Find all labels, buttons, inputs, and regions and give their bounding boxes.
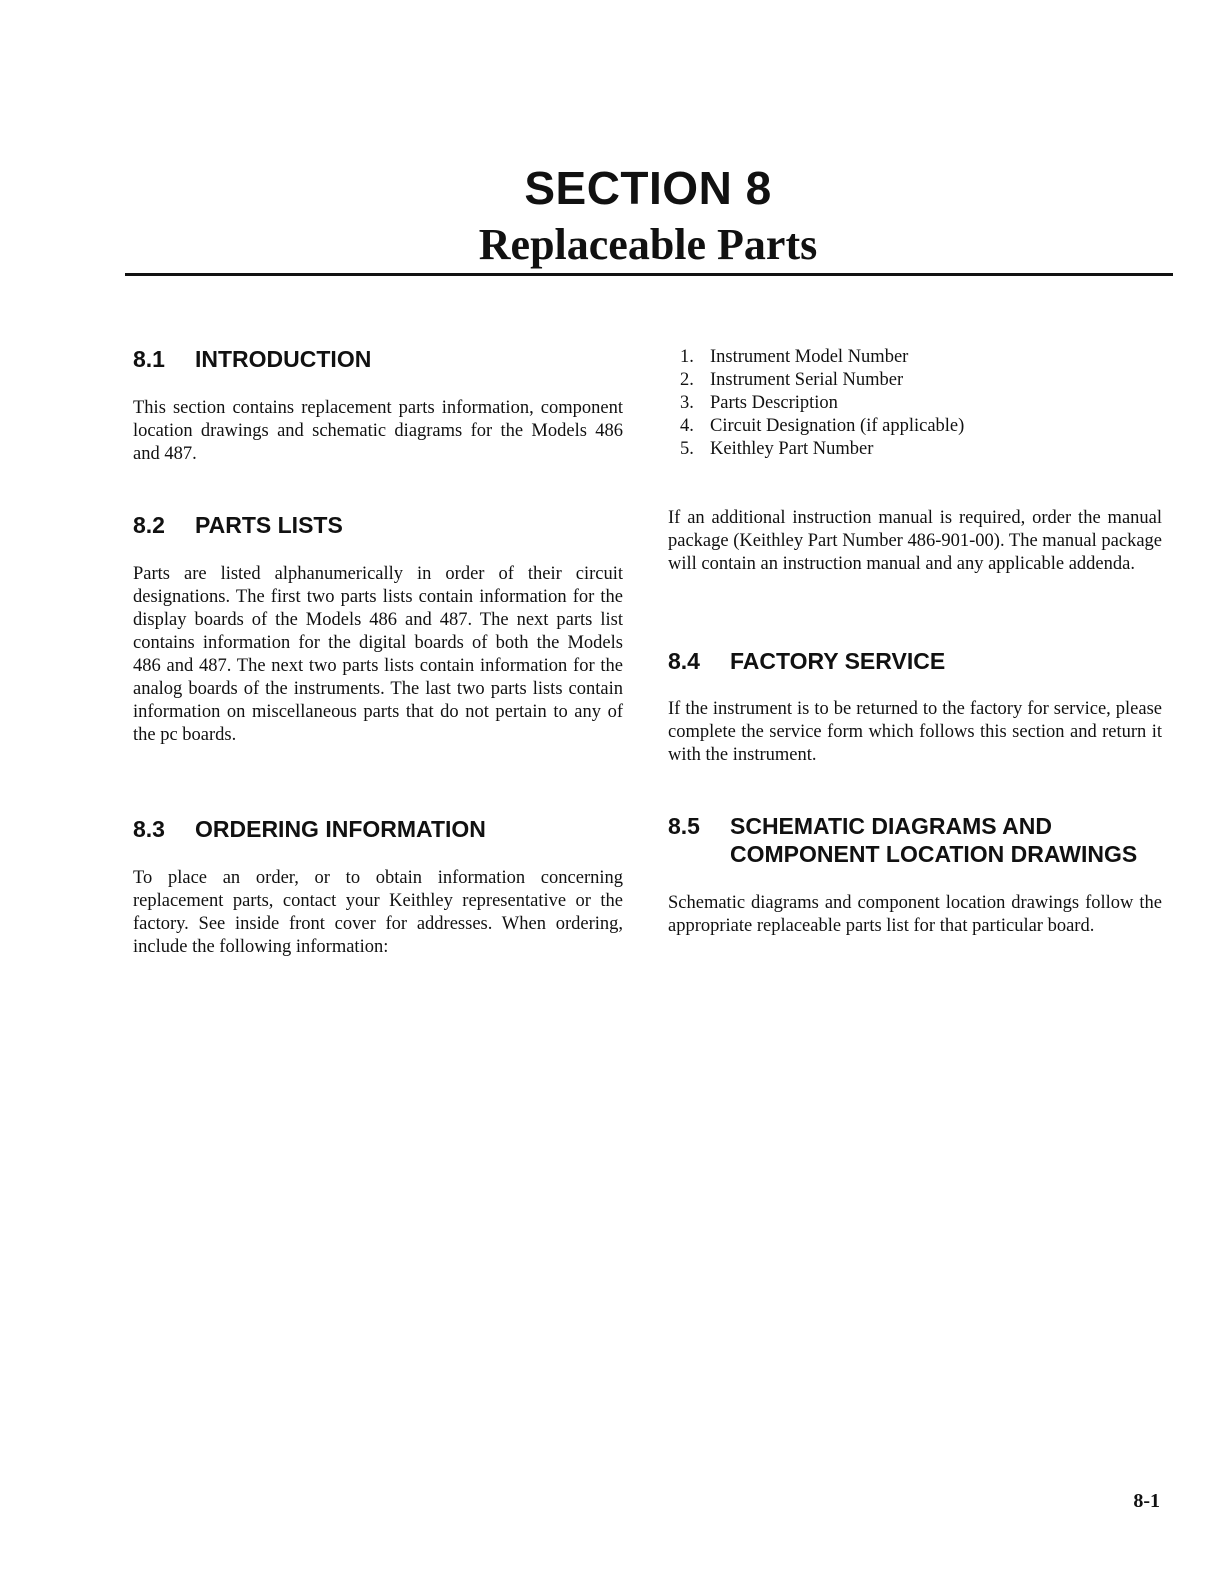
heading-schematic-diagrams bbox=[668, 812, 1168, 868]
heading-number: 8.2 bbox=[133, 512, 165, 538]
page-title: Replaceable Parts bbox=[478, 220, 818, 269]
heading-number: 8.4 bbox=[668, 648, 700, 674]
schematic-diagrams-paragraph: Schematic diagrams and component location drawings follow the appropriate replaceable parts list for that particular board. bbox=[668, 893, 1162, 936]
heading-factory-service bbox=[668, 647, 945, 675]
ordering-information-paragraph: To place an order, or to obtain information concerning replacement parts, contact your Keithley representative or the factory. See inside front cover for addresses. When ordering, include the following information: bbox=[133, 868, 623, 957]
heading-parts-lists bbox=[133, 511, 343, 539]
heading-text-line-1: SCHEMATIC DIAGRAMS AND bbox=[730, 813, 1052, 839]
heading-text: PARTS LISTS bbox=[195, 512, 343, 538]
heading-text-line-2: COMPONENT LOCATION DRAWINGS bbox=[730, 841, 1138, 867]
list-item: 1. Instrument Model Number bbox=[680, 347, 909, 367]
parts-lists-paragraph: Parts are listed alphanumerically in order of their circuit designations. The first two parts lists contain information for the display boards of the Models 486 and 487. The next parts list contains information for the digital boards of both the Models 486 and 487. The next two parts lists contain information for the analog boards of the instruments. The last two parts lists contain information on miscellaneous parts that do not pertain to any of the pc boards. bbox=[133, 564, 623, 745]
header-rule bbox=[125, 273, 1173, 276]
factory-service-paragraph: If the instrument is to be returned to the factory for service, please complete the service form which follows this section and return it with the instrument. bbox=[668, 699, 1162, 765]
heading-introduction bbox=[133, 345, 371, 373]
heading-text: INTRODUCTION bbox=[195, 346, 372, 372]
list-item: 5. Keithley Part Number bbox=[680, 439, 874, 459]
list-item: 2. Instrument Serial Number bbox=[680, 370, 904, 390]
introduction-paragraph: This section contains replacement parts information, component location drawings and schematic diagrams for the Models 486 and 487. bbox=[133, 398, 623, 464]
list-item: 3. Parts Description bbox=[680, 393, 838, 413]
heading-number: 8.5 bbox=[668, 813, 700, 839]
heading-number: 8.1 bbox=[133, 346, 165, 372]
section-number: SECTION 8 bbox=[524, 162, 772, 214]
list-item: 4. Circuit Designation (if applicable) bbox=[680, 416, 965, 436]
heading-text: ORDERING INFORMATION bbox=[195, 816, 486, 842]
heading-number: 8.3 bbox=[133, 816, 165, 842]
ordering-information-list bbox=[680, 346, 964, 461]
heading-text: FACTORY SERVICE bbox=[730, 648, 946, 674]
manual-package-paragraph: If an additional instruction manual is required, order the manual package (Keithley Part Number 486-901-00). The manual package will contain an instruction manual and any applicable addenda. bbox=[668, 508, 1162, 574]
heading-ordering-information bbox=[133, 815, 486, 843]
page-number: 8-1 bbox=[1133, 1490, 1160, 1512]
